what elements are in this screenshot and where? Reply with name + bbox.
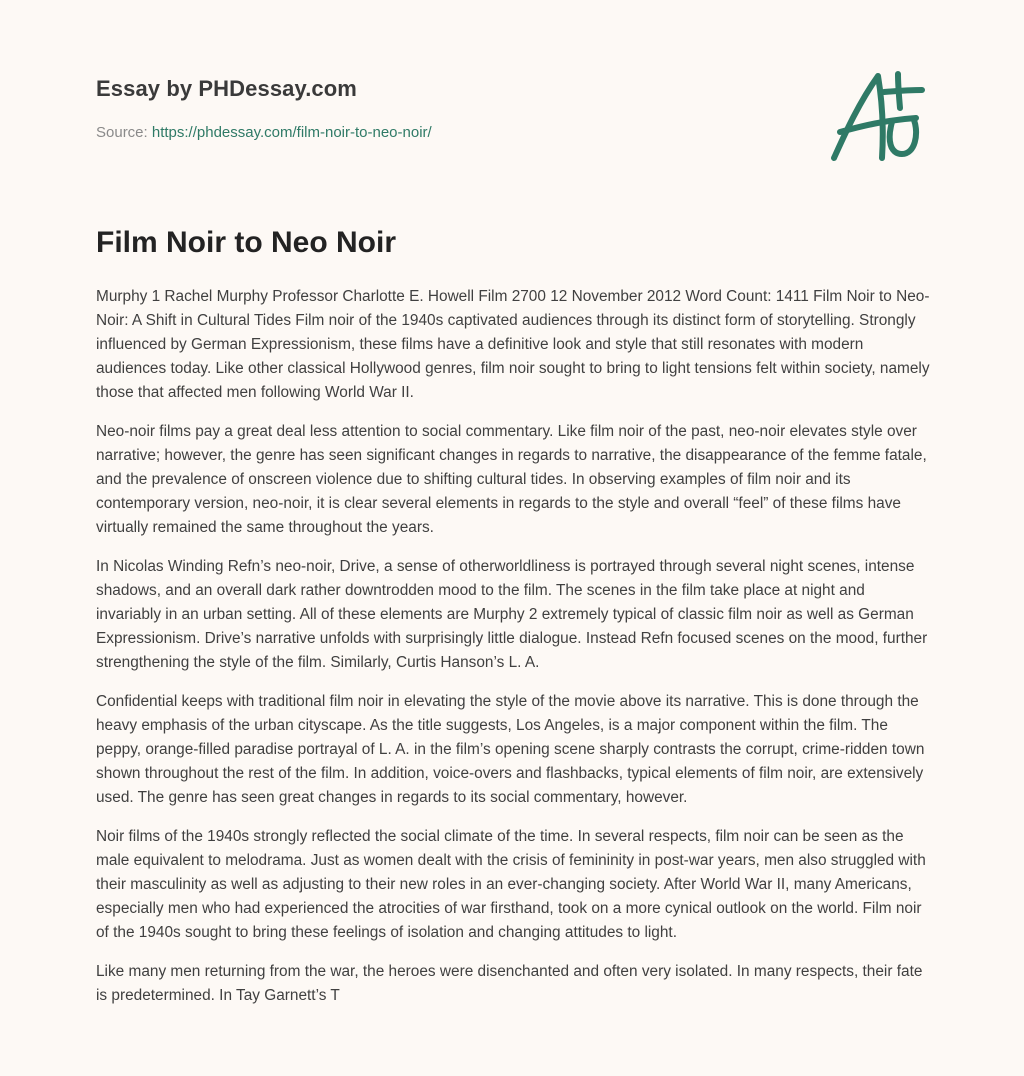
a-plus-grade-logo-icon: [820, 62, 930, 172]
essay-title: Film Noir to Neo Noir: [96, 226, 396, 259]
source-line: [96, 124, 432, 141]
source-label: Source:: [96, 124, 148, 141]
essay-body: [96, 285, 932, 1023]
brand-title: Essay by PHDessay.com: [96, 76, 357, 101]
essay-paragraph: In Nicolas Winding Refn’s neo-noir, Drive, a sense of otherworldliness is portrayed through several night scenes, intense shadows, and an overall dark rather downtrodden mood to the film. The scenes in the film take place at night and invariably in an urban setting. All of these elements are Murphy 2 extremely typical of classic film noir as well as German Expressionism. Drive’s narrative unfolds with surprisingly little dialogue. Instead Refn focused scenes on the mood, further strengthening the style of the film. Similarly, Curtis Hanson’s L. A.: [96, 558, 928, 671]
essay-paragraph: Neo-noir films pay a great deal less attention to social commentary. Like film noir of the past, neo-noir elevates style over narrative; however, the genre has seen significant changes in regards to narrative, the disappearance of the femme fatale, and the prevalence of onscreen violence due to shifting cultural tides. In observing examples of film noir and its contemporary version, neo-noir, it is clear several elements in regards to the style and overall “feel” of these films have virtually remained the same throughout the years.: [96, 423, 927, 536]
source-link[interactable]: https://phdessay.com/film-noir-to-neo-noir/: [151, 124, 432, 141]
essay-paragraph: Like many men returning from the war, the heroes were disenchanted and often very isolated. In many respects, their fate is predetermined. In Tay Garnett’s T: [96, 963, 923, 1004]
page-header: [96, 0, 928, 175]
essay-paragraph: Noir films of the 1940s strongly reflected the social climate of the time. In several respects, film noir can be seen as the male equivalent to melodrama. Just as women dealt with the crisis of femininity in post-war years, men also struggled with their masculinity as well as adjusting to their new roles in an ever-changing society. After World War II, many Americans, especially men who had experienced the atrocities of war firsthand, took on a more cynical outlook on the world. Film noir of the 1940s sought to bring these feelings of isolation and changing attitudes to light.: [96, 828, 926, 941]
essay-paragraph: Confidential keeps with traditional film noir in elevating the style of the movie above its narrative. This is done through the heavy emphasis of the urban cityscape. As the title suggests, Los Angeles, is a major component within the film. The peppy, orange-filled paradise portrayal of L. A. in the film’s opening scene sharply contrasts the corrupt, crime-ridden town shown throughout the rest of the film. In addition, voice-overs and flashbacks, typical elements of film noir, are extensively used. The genre has seen great changes in regards to its social commentary, however.: [96, 693, 925, 806]
essay-paragraph: Murphy 1 Rachel Murphy Professor Charlotte E. Howell Film 2700 12 November 2012 Word Count: 1411 Film Noir to Neo-Noir: A Shift in Cultural Tides Film noir of the 1940s captivated audiences through its distinct form of storytelling. Strongly influenced by German Expressionism, these films have a definitive look and style that still resonates with modern audiences today. Like other classical Hollywood genres, film noir sought to bring to light tensions felt within society, namely those that affected men following World War II.: [96, 288, 930, 401]
